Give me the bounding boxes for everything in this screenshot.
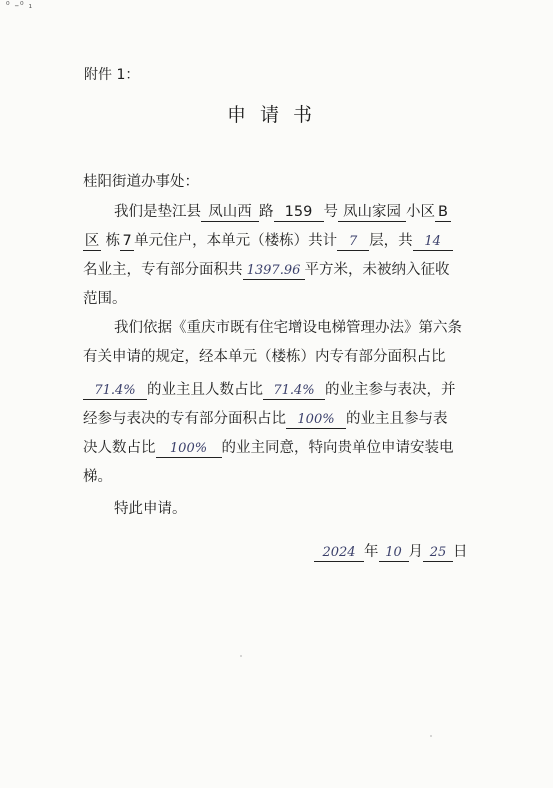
district-field: B bbox=[435, 204, 451, 222]
date-line bbox=[314, 540, 468, 562]
scan-corner-mark: ⁰ –⁰ ₁ bbox=[6, 1, 34, 11]
text: 的业主且人数占比 bbox=[147, 382, 263, 398]
text: 经参与表决的专有部分面积占比 bbox=[83, 411, 286, 427]
vote-area-ratio-field: 100% bbox=[286, 411, 346, 429]
scan-speck bbox=[430, 735, 432, 737]
scan-speck bbox=[240, 655, 242, 657]
unit-field: 7 bbox=[120, 233, 134, 251]
text: 月 bbox=[408, 544, 423, 560]
text: 决人数占比 bbox=[83, 440, 156, 456]
text: 单元住户，本单元（楼栋）共计 bbox=[134, 233, 338, 249]
para2-line3 bbox=[83, 378, 456, 400]
closing-text: 特此申请。 bbox=[114, 501, 187, 517]
document-title: 申请书 bbox=[226, 104, 326, 126]
date-year: 2024 bbox=[314, 544, 364, 562]
text: 我们是垫江县 bbox=[114, 204, 201, 220]
para2-line5 bbox=[83, 436, 454, 458]
attachment-label: 附件 1： bbox=[84, 67, 140, 83]
area-ratio-field: 71.4% bbox=[83, 382, 147, 400]
text: 栋 bbox=[105, 233, 121, 249]
vote-people-ratio-field: 100% bbox=[156, 440, 222, 458]
text: 年 bbox=[364, 544, 379, 560]
floors-field: 7 bbox=[337, 233, 369, 251]
date-month: 10 bbox=[379, 544, 409, 562]
text: 层，共 bbox=[369, 233, 413, 249]
text: 的业主参与表决，并 bbox=[325, 382, 456, 398]
date-day: 25 bbox=[423, 544, 453, 562]
para2-line6: 梯。 bbox=[83, 469, 112, 485]
district-field-2: 区 bbox=[84, 233, 100, 249]
para1-line2 bbox=[83, 229, 453, 251]
para2-line1: 我们依据《重庆市既有住宅增设电梯管理办法》第六条 bbox=[114, 320, 462, 336]
para1-line3 bbox=[83, 258, 450, 280]
road-field: 凤山西 bbox=[201, 204, 259, 222]
text: 平方米，未被纳入征收 bbox=[304, 262, 450, 278]
para2-line2: 有关申请的规定，经本单元（楼栋）内专有部分面积占比 bbox=[83, 349, 446, 365]
households-field: 14 bbox=[413, 233, 453, 251]
house-number-field: 159 bbox=[274, 204, 324, 222]
addressee: 桂阳街道办事处： bbox=[83, 174, 199, 190]
para1-line1 bbox=[114, 200, 451, 222]
para1-line4: 范围。 bbox=[83, 291, 127, 307]
community-field: 凤山家园 bbox=[338, 204, 406, 222]
text: 的业主且参与表 bbox=[346, 411, 448, 427]
text: 号 bbox=[323, 204, 338, 220]
para2-line4 bbox=[83, 407, 448, 429]
text: 名业主，专有部分面积共 bbox=[83, 262, 243, 278]
text: 小区 bbox=[406, 204, 435, 220]
text: 路 bbox=[259, 204, 274, 220]
people-ratio-field: 71.4% bbox=[263, 382, 325, 400]
area-field: 1397.96 bbox=[243, 262, 305, 280]
text: 的业主同意，特向贵单位申请安装电 bbox=[221, 440, 454, 456]
text: 日 bbox=[453, 544, 468, 560]
